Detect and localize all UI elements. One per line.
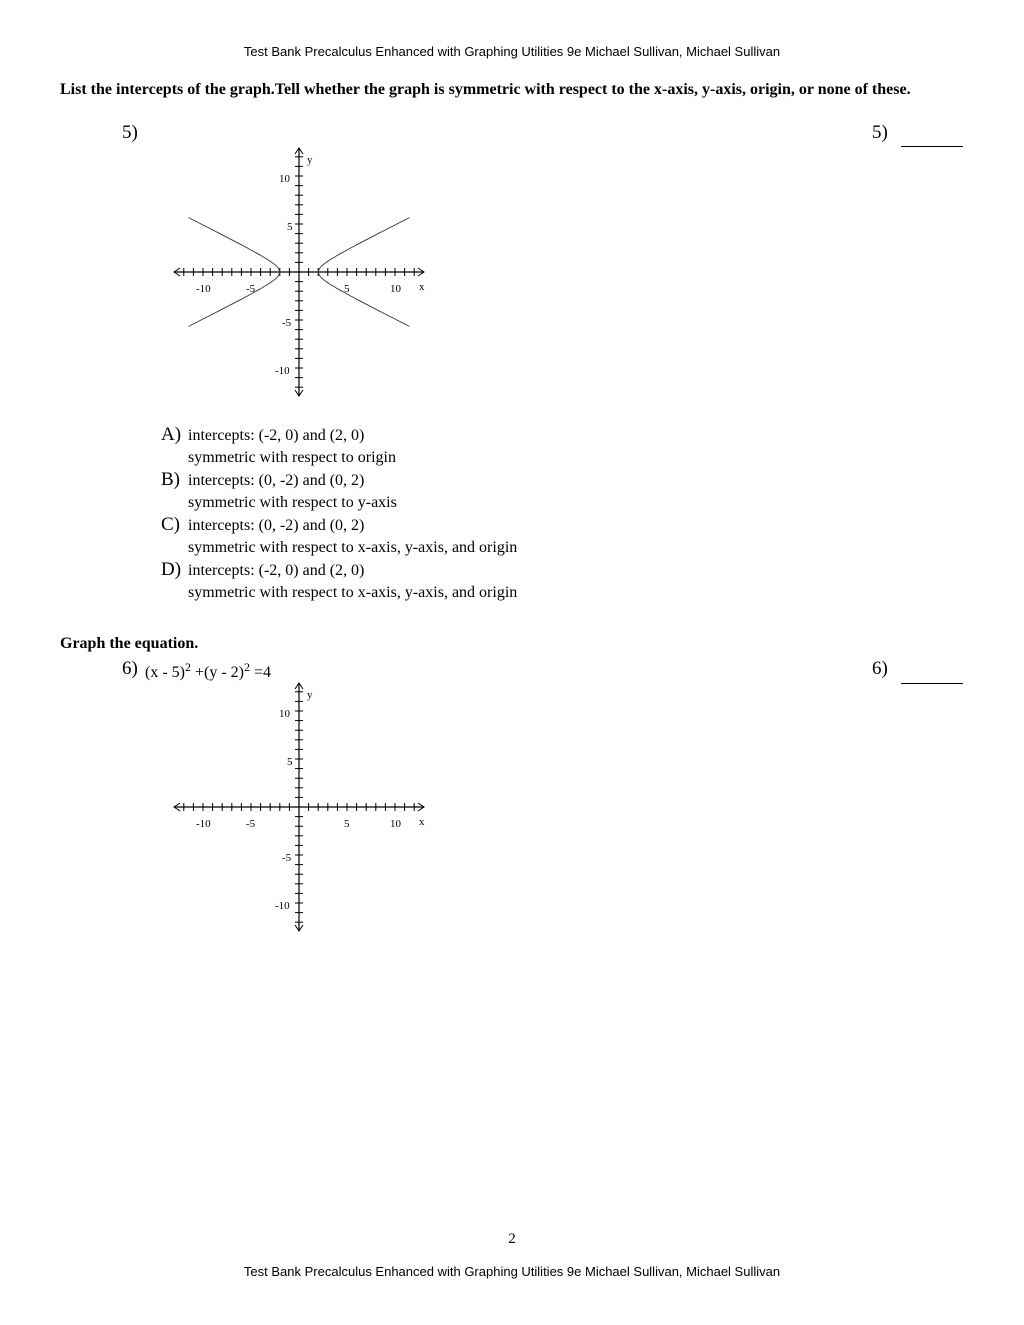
x-tick-label: -5 <box>246 818 256 830</box>
graph-6[interactable] <box>160 675 450 940</box>
y-tick-label: -10 <box>275 365 290 377</box>
option-a[interactable] <box>161 424 396 469</box>
page-header: Test Bank Precalculus Enhanced with Graphing Utilities 9e Michael Sullivan, Michael Sullivan <box>243 44 781 59</box>
question-number: 6) <box>122 658 138 679</box>
hyperbola-branch <box>318 272 409 326</box>
option-line1: intercepts: (-2, 0) and (2, 0) <box>188 562 365 579</box>
x-tick-label: 5 <box>344 283 350 295</box>
hyperbola-branch <box>189 272 280 326</box>
equation-term: =4 <box>250 664 272 681</box>
equation-term: (x - 5) <box>145 664 185 681</box>
y-axis-label: y <box>307 154 313 166</box>
y-axis-label: y <box>307 689 313 701</box>
equation-exponent: 2 <box>244 660 250 674</box>
answer-number: 6) <box>872 658 888 679</box>
graph-5 <box>160 140 450 405</box>
option-c[interactable] <box>161 514 517 559</box>
option-letter: D) <box>161 559 182 580</box>
y-tick-label: 5 <box>287 221 293 233</box>
question-instruction: Graph the equation. <box>60 635 199 652</box>
y-tick-label: -10 <box>275 900 290 912</box>
graph-5-axes <box>174 148 424 396</box>
y-tick-label: -5 <box>282 317 292 329</box>
option-line2: symmetric with respect to y-axis <box>188 494 397 511</box>
option-letter: B) <box>161 469 180 490</box>
option-line2: symmetric with respect to x-axis, y-axis, and origin <box>188 584 518 601</box>
option-line1: intercepts: (-2, 0) and (2, 0) <box>188 427 365 444</box>
y-tick-label: 5 <box>287 756 293 768</box>
option-line2: symmetric with respect to x-axis, y-axis, and origin <box>188 539 518 556</box>
graph-6-axes <box>174 683 424 931</box>
page-footer: Test Bank Precalculus Enhanced with Graphing Utilities 9e Michael Sullivan, Michael Sullivan <box>243 1264 781 1279</box>
x-axis-label: x <box>419 816 425 828</box>
option-line1: intercepts: (0, -2) and (0, 2) <box>188 472 365 489</box>
option-letter: C) <box>161 514 180 535</box>
page-number: 2 <box>508 1231 516 1247</box>
y-tick-label: 10 <box>279 173 290 185</box>
question-number: 5) <box>122 122 138 143</box>
x-tick-label: 10 <box>390 818 401 830</box>
option-b[interactable] <box>161 469 397 514</box>
x-tick-label: 5 <box>344 818 350 830</box>
hyperbola-branch <box>189 218 280 272</box>
option-d[interactable] <box>161 559 517 604</box>
x-tick-label: -10 <box>196 283 211 295</box>
option-line1: intercepts: (0, -2) and (0, 2) <box>188 517 365 534</box>
answer-blank[interactable] <box>901 683 963 684</box>
x-axis-label: x <box>419 281 425 293</box>
x-tick-label: -10 <box>196 818 211 830</box>
y-tick-label: 10 <box>279 708 290 720</box>
option-line2: symmetric with respect to origin <box>188 449 396 466</box>
answer-number: 5) <box>872 122 888 143</box>
y-tick-label: -5 <box>282 852 292 864</box>
hyperbola-branch <box>318 218 409 272</box>
equation-exponent: 2 <box>184 660 191 674</box>
x-tick-label: 10 <box>390 283 401 295</box>
answer-blank[interactable] <box>901 146 963 147</box>
x-tick-label: -5 <box>246 283 256 295</box>
option-letter: A) <box>161 424 182 445</box>
question-instruction: List the intercepts of the graph.Tell whether the graph is symmetric with respect to the x-axis, y-axis, origin, or none of these. <box>60 81 911 98</box>
equation-term: +(y - 2) <box>190 664 244 681</box>
